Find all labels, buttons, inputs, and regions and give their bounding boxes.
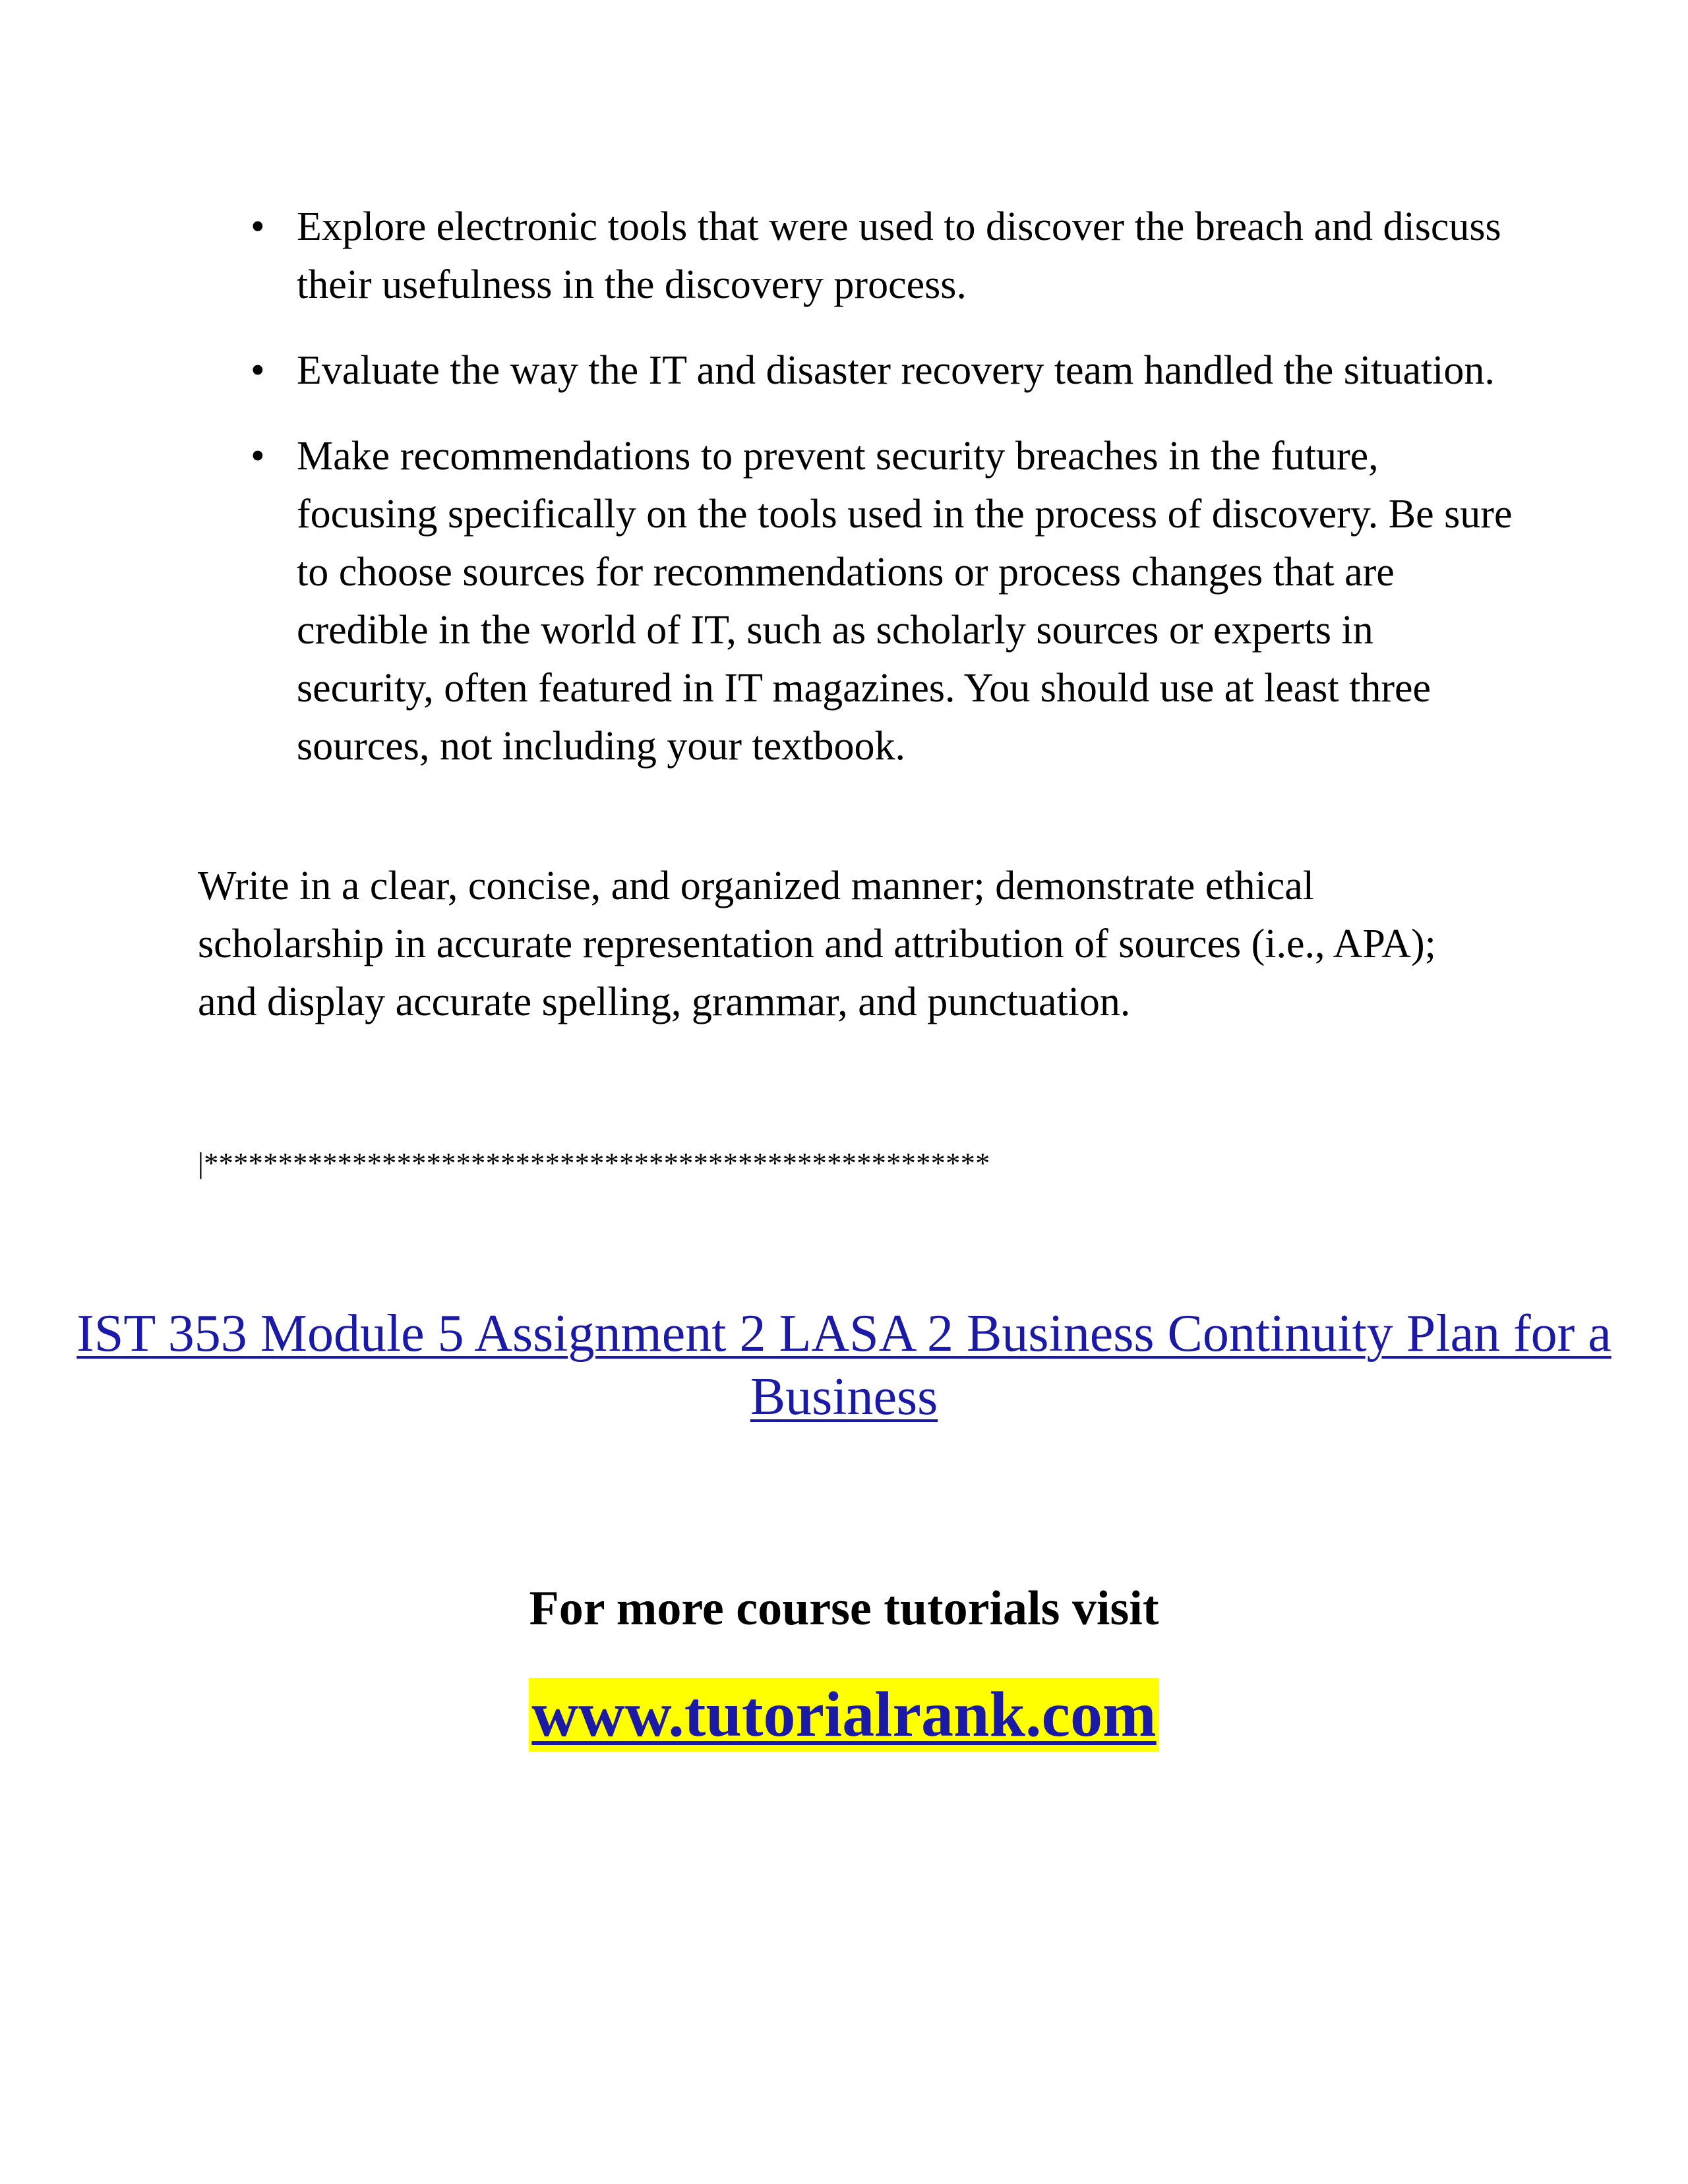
visit-prompt: For more course tutorials visit	[529, 1581, 1159, 1636]
bullet-text: Make recommendations to prevent security breaches in the future, focusing specifically on the tools used in the process of discovery. Be sure to choose sources for recommendations or process changes that are credible in the world of IT, such as scholarly sources or experts in security, often featured in IT magazines. You should use at least three sources, not including your textbook.	[297, 434, 1513, 769]
bullet-item	[251, 427, 1517, 775]
bullet-item	[251, 198, 1517, 314]
instructions-paragraph: Write in a clear, concise, and organized manner; demonstrate ethical scholarship in accurate representation and attribution of sources (i.e., APA); and display accurate spelling, grammar, and punctuation.	[198, 864, 1436, 1024]
bullet-item	[251, 341, 1517, 399]
bullet-text: Evaluate the way the IT and disaster recovery team handled the situation.	[297, 348, 1495, 393]
asterisk-separator: |*****************************************************	[198, 1147, 990, 1179]
tutorialrank-link[interactable]: www.tutorialrank.com	[529, 1678, 1159, 1752]
bullet-icon: •	[251, 348, 265, 393]
bullet-list	[251, 198, 1517, 803]
site-link-container	[0, 1678, 1688, 1752]
bullet-icon: •	[251, 204, 265, 249]
bullet-text: Explore electronic tools that were used to discover the breach and discuss their usefulness in the discovery process.	[297, 204, 1501, 307]
assignment-title-link[interactable]: IST 353 Module 5 Assignment 2 LASA 2 Business Continuity Plan for a Business	[76, 1305, 1612, 1426]
bullet-icon: •	[251, 434, 265, 479]
